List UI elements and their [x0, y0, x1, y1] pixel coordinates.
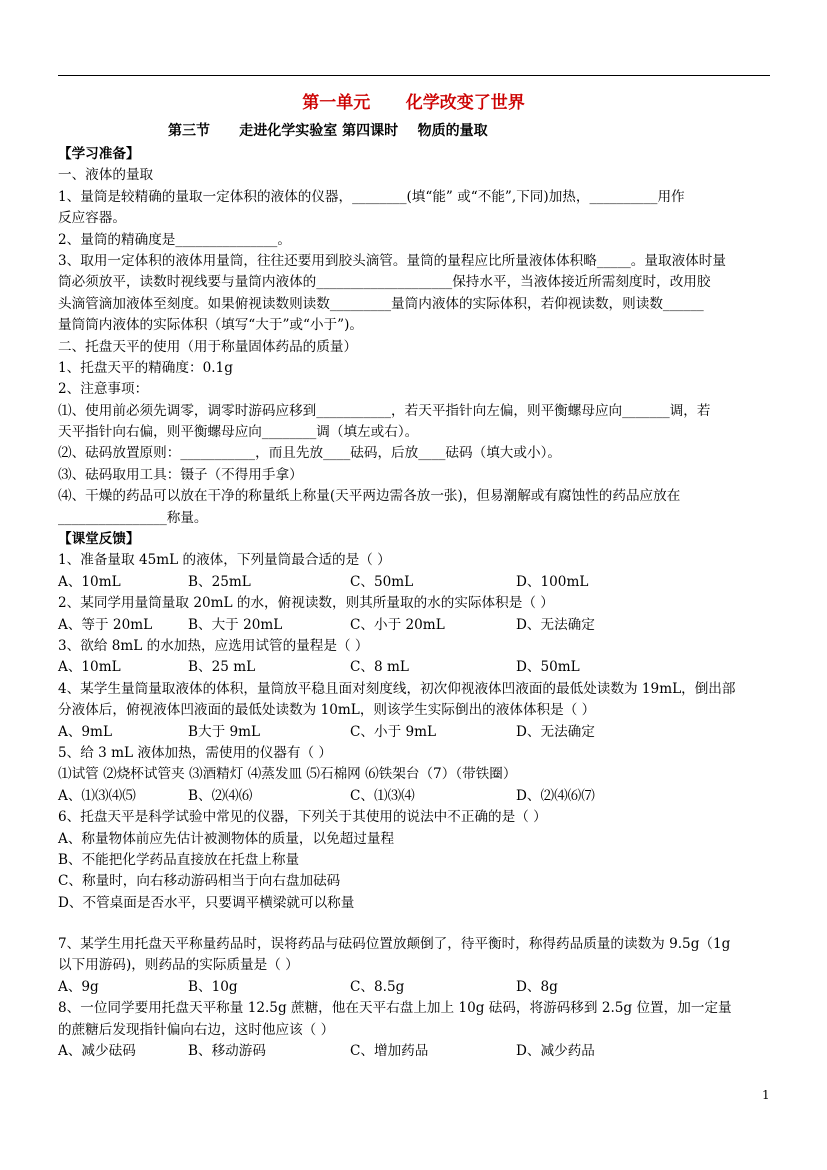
question [58, 593, 770, 636]
answer-option: B、大于 20mL [188, 616, 283, 633]
question-stem: 7、某学生用托盘天平称量药品时，误将药品与砝码位置放颠倒了，待平衡时，称得药品质量的读数为 9.5g（1g [58, 936, 731, 953]
question [58, 743, 770, 807]
spacer [58, 914, 770, 934]
prep-line: 二、托盘天平的使用（用于称量固体药品的质量） [58, 338, 358, 355]
answer-option: B、移动游码 [188, 1043, 266, 1060]
unit-title: 第一单元 化学改变了世界 [302, 93, 525, 113]
question [58, 998, 770, 1062]
prep-line: ⑷、干燥的药品可以放在干净的称量纸上称量(天平两边需各放一张)，但易潮解或有腐蚀性的药品应放在 [58, 488, 681, 505]
answer-options [58, 657, 770, 678]
answer-options [58, 977, 770, 998]
answer-options [58, 722, 770, 743]
prep-line: 量筒筒内液体的实际体积（填写“大于”或“小于”)。 [58, 317, 363, 334]
answer-option: D、无法确定 [516, 723, 595, 740]
answer-option: A、9mL [58, 723, 112, 740]
prep-line: 1、量筒是较精确的量取一定体积的液体的仪器，________(填“能” 或“不能”,下同)加热，__________用作 [58, 188, 685, 205]
question [58, 636, 770, 679]
prep-line: 2、注意事项： [58, 381, 149, 398]
prep-section [58, 165, 770, 529]
answer-option: C、8.5g [350, 978, 405, 995]
prep-line: ⑴、使用前必须先调零，调零时游码应移到___________，若天平指针向左偏，则平衡螺母应向_______调，若 [58, 402, 711, 419]
prep-line: 反应容器。 [58, 210, 126, 227]
question-stem: 4、某学生量筒量取液体的体积，量筒放平稳且面对刻度线，初次仰视液体凹液面的最低处读数为 19mL，倒出部 [58, 680, 736, 697]
answer-options [58, 1041, 770, 1062]
answer-option: A、10mL [58, 659, 121, 676]
answer-option: D、无法确定 [516, 616, 595, 633]
question-stem: 3、欲给 8mL 的水加热，应选用试管的量程是（ ） [58, 637, 369, 654]
answer-option: C、称量时，向右移动游码相当于向右盘加砝码 [58, 873, 341, 890]
section-heading-prep: 【学习准备】 [58, 146, 140, 162]
answer-option: C、小于 9mL [350, 723, 437, 740]
question [58, 807, 770, 914]
answer-option: D、8g [516, 978, 558, 995]
question-stem: 5、给 3 mL 液体加热，需使用的仪器有（ ） [58, 744, 332, 761]
question [58, 914, 770, 998]
answer-option: A、10mL [58, 573, 121, 590]
answer-options [58, 786, 770, 807]
prep-line: 天平指针向右偏，则平衡螺母应向________调（填左或右）。 [58, 424, 419, 441]
answer-option: A、减少砝码 [58, 1043, 136, 1060]
feedback-questions [58, 550, 770, 1062]
question [58, 679, 770, 743]
lesson-subtitle: 第三节 走进化学实验室 第四课时 物质的量取 [168, 123, 488, 139]
header-rule [58, 75, 770, 76]
question-stem: 以下用游码)，则药品的实际质量是（ ） [58, 957, 299, 974]
prep-line: 一、液体的量取 [58, 167, 154, 184]
answer-option: B、不能把化学药品直接放在托盘上称量 [58, 851, 300, 868]
question-stem: 6、托盘天平是科学试验中常见的仪器，下列关于其使用的说法中不正确的是（ ） [58, 809, 547, 826]
answer-option: C、增加药品 [350, 1043, 429, 1060]
answer-option: A、9g [58, 978, 99, 995]
answer-option: D、⑵⑷⑹⑺ [516, 787, 595, 804]
question-stem: 的蔗糖后发现指针偏向右边，这时他应该（ ） [58, 1021, 335, 1038]
question-stem: 1、准备量取 45mL 的液体，下列量筒最合适的是（ ） [58, 552, 391, 569]
answer-option: C、⑴⑶⑷ [350, 787, 415, 804]
answer-option: B、⑵⑷⑹ [188, 787, 253, 804]
question-stem: 8、一位同学要用托盘天平称量 12.5g 蔗糖，他在天平右盘上加上 10g 砝码，将游码移到 2.5g 位置，加一定量 [58, 1000, 732, 1017]
prep-line: ________________称量。 [58, 509, 208, 526]
answer-option: D、50mL [516, 659, 580, 676]
answer-option: A、等于 20mL [58, 616, 153, 633]
answer-option: C、50mL [350, 573, 414, 590]
answer-options [58, 615, 770, 636]
prep-line: 筒必须放平，读数时视线要与量筒内液体的____________________保持水平，当液体接近所需刻度时，改用胶 [58, 274, 711, 291]
answer-option: A、⑴⑶⑷⑸ [58, 787, 136, 804]
answer-options [58, 572, 770, 593]
question [58, 550, 770, 593]
answer-option: D、减少药品 [516, 1043, 595, 1060]
prep-line: 头滴管滴加液体至刻度。如果俯视读数则读数_________量筒内液体的实际体积，若仰视读数，则读数______ [58, 295, 704, 312]
prep-line: ⑶、砝码取用工具：镊子（不得用手拿） [58, 466, 303, 483]
answer-option: B、25 mL [188, 659, 256, 676]
section-heading-feedback: 【课堂反馈】 [58, 531, 140, 548]
prep-line: 2、量筒的精确度是_______________。 [58, 231, 291, 248]
answer-option: B、25mL [188, 573, 251, 590]
answer-option: B大于 9mL [188, 723, 261, 740]
answer-option: C、8 mL [350, 659, 409, 676]
prep-line: 3、取用一定体积的液体用量筒，往往还要用到胶头滴管。量筒的量程应比所量液体体积略_____。量取液体时量 [58, 252, 726, 269]
answer-option: D、100mL [516, 573, 589, 590]
question-stem: 分液体后，俯视液体凹液面的最低处读数为 10mL，则该学生实际倒出的液体体积是（ ） [58, 702, 596, 719]
question-stem: 2、某同学用量筒量取 20mL 的水，俯视读数，则其所量取的水的实际体积是（ ） [58, 595, 554, 612]
page-number: 1 [762, 1088, 770, 1102]
answer-option: B、10g [188, 978, 238, 995]
answer-option: C、小于 20mL [350, 616, 445, 633]
prep-line: ⑵、砝码放置原则：___________，而且先放____砝码，后放____砝码（填大或小）。 [58, 445, 561, 462]
question-stem: ⑴试管 ⑵烧杯试管夹 ⑶酒精灯 ⑷蒸发皿 ⑸石棉网 ⑹铁架台（7）（带铁圈） [58, 766, 517, 783]
prep-line: 1、托盘天平的精确度：0.1g [58, 359, 233, 376]
answer-option: D、不管桌面是否水平，只要调平横梁就可以称量 [58, 894, 355, 911]
worksheet-content [58, 144, 770, 1062]
answer-option: A、称量物体前应先估计被测物体的质量，以免超过量程 [58, 830, 395, 847]
